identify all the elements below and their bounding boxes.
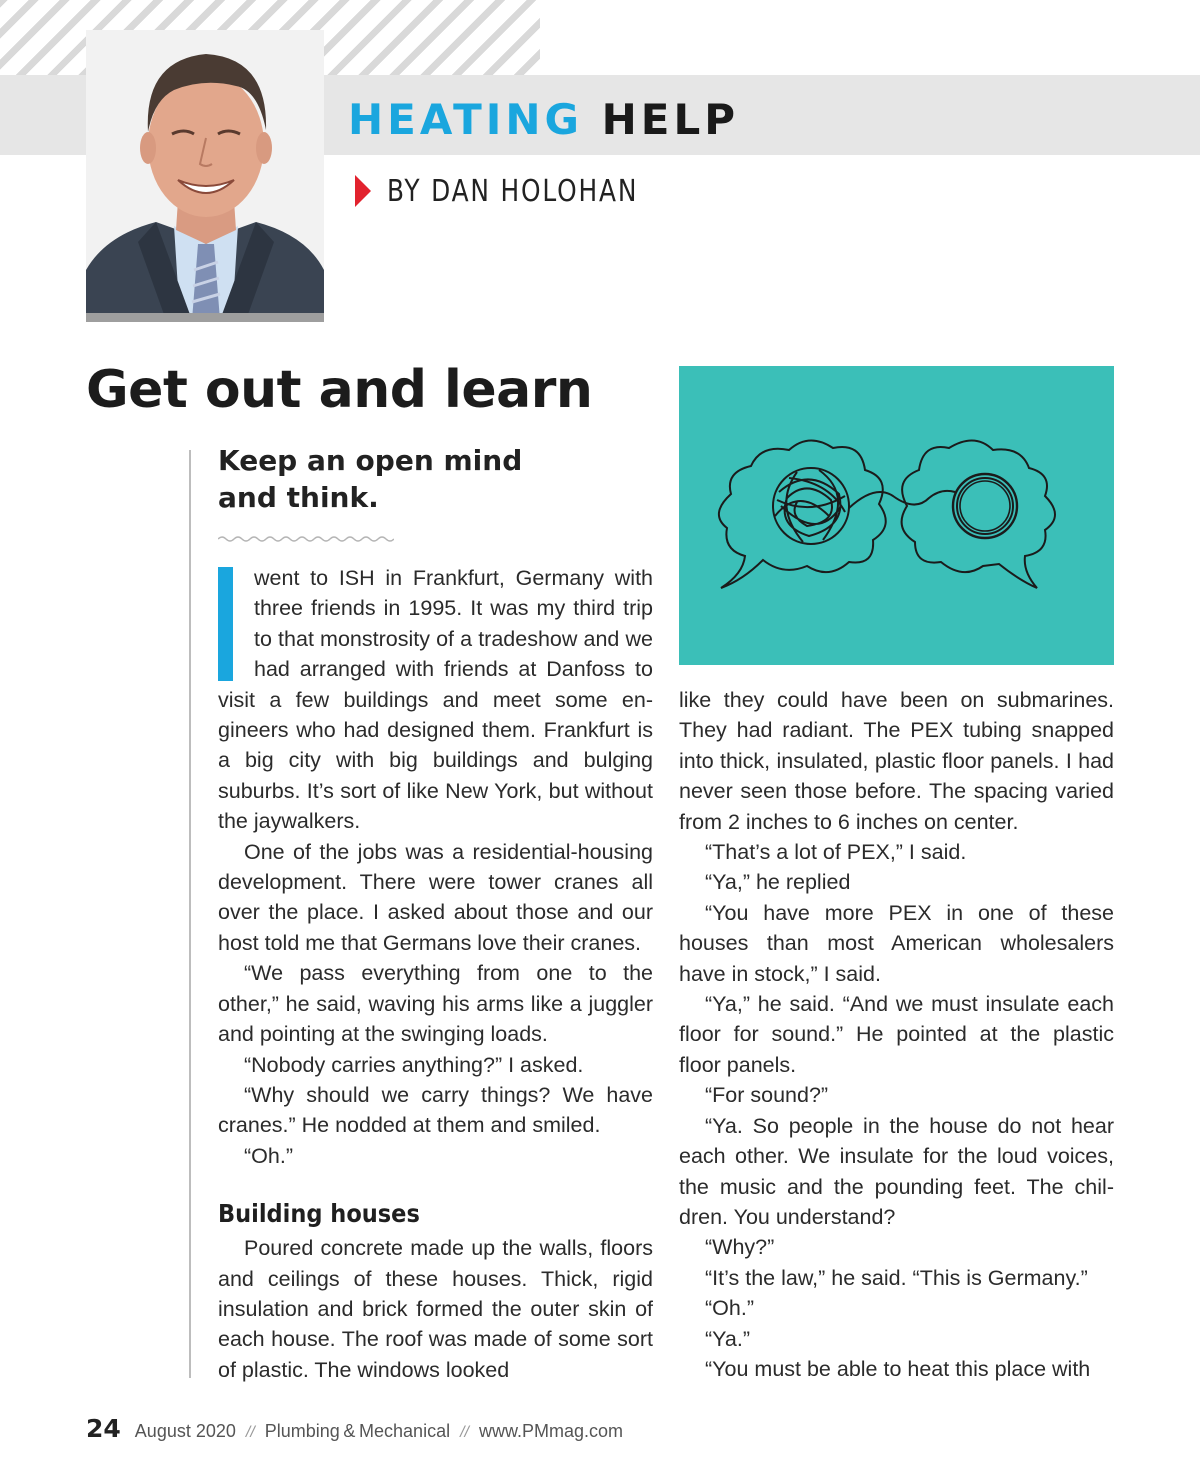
portrait-underline	[86, 313, 324, 322]
footer-separator: //	[245, 1424, 255, 1441]
paragraph: “Why should we carry things? We have cranes.” He nodded at them and smiled.	[218, 1082, 653, 1138]
deck-line-2: and think.	[218, 481, 379, 514]
paragraph: “You have more PEX in one of these houses than most American wholesalers have in stock,” I said.	[679, 900, 1114, 986]
paragraph: One of the jobs was a residential-housing development. There were tower cranes all over the place. I asked about those and our host told me that Germans love their cranes.	[218, 839, 653, 955]
column-title-main: HELP	[601, 95, 740, 144]
paragraph: “Oh.”	[244, 1143, 293, 1168]
article-subhead: Building houses	[218, 1199, 420, 1229]
drop-cap-bar	[218, 567, 233, 681]
column-title	[348, 92, 739, 148]
thought-bubbles-illustration	[679, 366, 1114, 665]
paragraph: “Ya. So people in the house do not hear each other. We insulate for the loud voices, the music and the pounding feet. The children. You understand?	[679, 1113, 1114, 1229]
paragraph: “Nobody carries anything?” I asked.	[244, 1052, 584, 1077]
magazine-url: www.PMmag.com	[478, 1421, 624, 1441]
paragraph: “For sound?”	[705, 1083, 829, 1108]
column-title-accent: HEATING	[348, 95, 583, 144]
column-rule	[189, 450, 191, 1378]
article-headline: Get out and learn	[86, 360, 593, 420]
paragraph: “It’s the law,” he said. “This is Germany.”	[705, 1265, 1088, 1290]
decorative-wavy-rule	[218, 534, 394, 544]
paragraph: “Ya.”	[705, 1326, 750, 1351]
issue-date: August 2020	[134, 1421, 236, 1441]
paragraph: “You must be able to heat this place with	[705, 1356, 1091, 1381]
page-footer	[86, 1414, 623, 1454]
paragraph: “We pass everything from one to the other,” he said, waving his arms like a juggler and pointing at the swinging loads.	[218, 961, 653, 1047]
article-column-1	[218, 563, 653, 1385]
article-deck	[218, 442, 638, 516]
author-portrait	[86, 30, 324, 320]
byline	[355, 170, 660, 212]
paragraph: “Oh.”	[705, 1296, 754, 1321]
paragraph: like they could have been on submarines. They had radiant. The PEX tubing snapped into thick, insulated, plastic floor panels. I had never seen those before. The spacing varied from 2 inches to 6 inches on center.	[679, 688, 1114, 834]
paragraph: “Why?”	[705, 1235, 775, 1260]
footer-separator: //	[460, 1424, 469, 1441]
byline-arrow-icon	[355, 175, 371, 207]
byline-text: BY DAN HOLOHAN	[387, 173, 639, 209]
article-column-2	[679, 685, 1114, 1384]
paragraph: Poured concrete made up the walls, floors and ceilings of these houses. Thick, rigid insulation and brick formed the outer skin of each house. The roof was made of some sort of plastic. The windows looked	[218, 1236, 653, 1382]
paragraph: “That’s a lot of PEX,” I said.	[705, 840, 967, 865]
magazine-name: Plumbing & Mechanical	[264, 1421, 451, 1441]
paragraph: “Ya,” he replied	[705, 870, 851, 895]
paragraph: went to ISH in Frankfurt, Germany with three friends in 1995. It was my third trip to that monstrosity of a tradeshow and we had arranged with friends at Danfoss to visit a few buildings and meet some engineers who had designed them. Frankfurt is a big city with big buildings and bulging suburbs. It’s sort of like New York, but without the jaywalkers.	[218, 566, 653, 834]
paragraph: “Ya,” he said. “And we must insulate each floor for sound.” He pointed at the plastic floor panels.	[679, 992, 1114, 1077]
page-number: 24	[86, 1414, 121, 1443]
deck-line-1: Keep an open mind	[218, 444, 523, 477]
